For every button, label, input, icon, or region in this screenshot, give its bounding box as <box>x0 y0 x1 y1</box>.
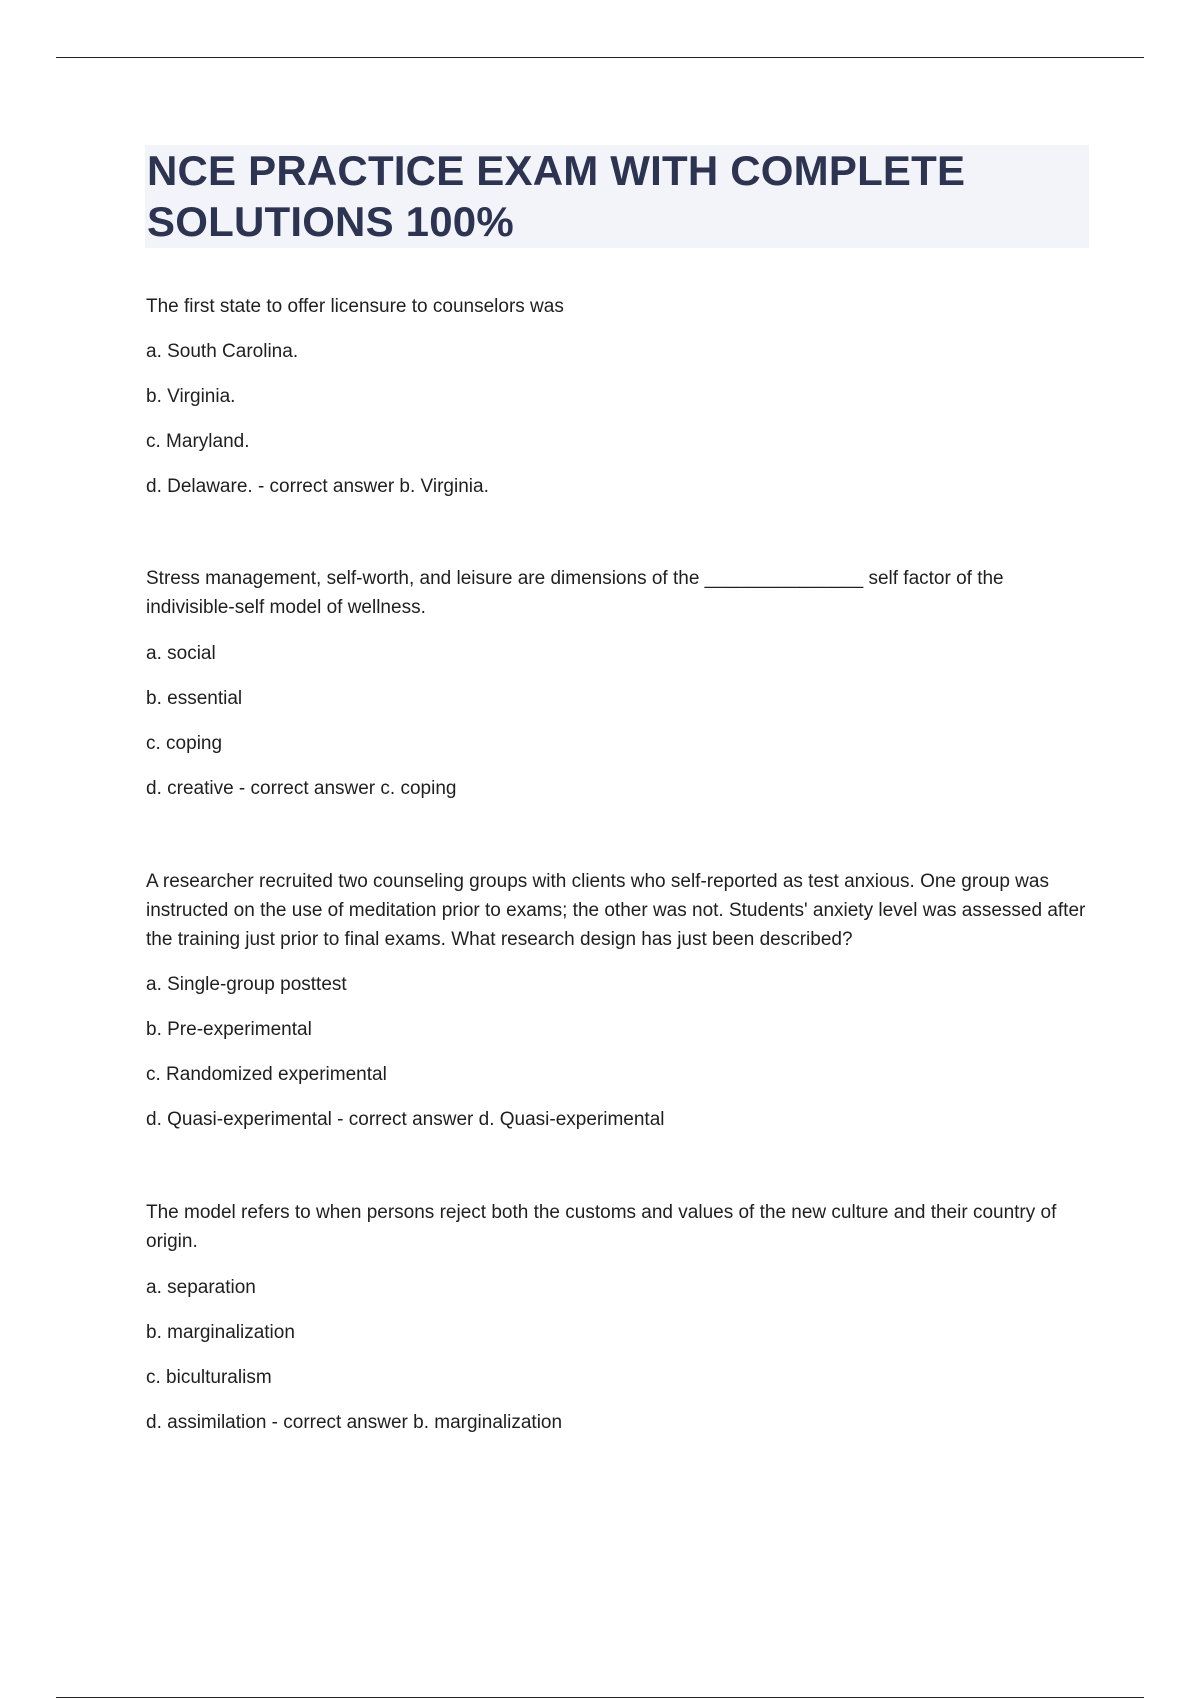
question-1-option-a: a. South Carolina. <box>146 341 299 362</box>
top-rule <box>56 57 1144 58</box>
question-1-option-d-answer: d. Delaware. - correct answer b. Virginia. <box>146 476 489 497</box>
question-2-option-c: c. coping <box>146 733 223 754</box>
question-3-stem: A researcher recruited two counseling groups with clients who self-reported as test anxious. One group was instructed on the use of meditation prior to exams; the other was not. Students' anxiety level was assessed after the training just prior to final exams. What research design has just been described? <box>146 871 1086 950</box>
document-title: NCE PRACTICE EXAM WITH COMPLETE SOLUTIONS 100% <box>147 147 966 245</box>
question-3 <box>146 867 1086 1130</box>
question-2-option-b: b. essential <box>146 688 243 709</box>
question-4-stem: The model refers to when persons reject both the customs and values of the new culture and their country of origin. <box>146 1202 1057 1252</box>
question-3-option-d-answer: d. Quasi-experimental - correct answer d. Quasi-experimental <box>146 1109 665 1130</box>
question-4-option-d-answer: d. assimilation - correct answer b. marginalization <box>146 1412 563 1433</box>
question-1-option-c: c. Maryland. <box>146 431 250 452</box>
bottom-rule <box>56 1697 1144 1698</box>
question-4-option-c: c. biculturalism <box>146 1367 272 1388</box>
question-2-option-a: a. social <box>146 643 216 664</box>
question-1 <box>146 292 1086 497</box>
question-3-option-c: c. Randomized experimental <box>146 1064 387 1085</box>
question-1-option-b: b. Virginia. <box>146 386 236 407</box>
question-2 <box>146 564 1086 799</box>
question-3-option-a: a. Single-group posttest <box>146 974 347 995</box>
question-2-option-d-answer: d. creative - correct answer c. coping <box>146 778 457 799</box>
question-3-option-b: b. Pre-experimental <box>146 1019 312 1040</box>
question-1-stem: The first state to offer licensure to counselors was <box>146 296 564 317</box>
question-4-option-b: b. marginalization <box>146 1322 295 1343</box>
title-banner <box>145 145 1089 248</box>
question-4 <box>146 1198 1086 1433</box>
question-4-option-a: a. separation <box>146 1277 256 1298</box>
question-2-stem: Stress management, self-worth, and leisure are dimensions of the _______________ self factor of the indivisible-self model of wellness. <box>146 568 1004 618</box>
